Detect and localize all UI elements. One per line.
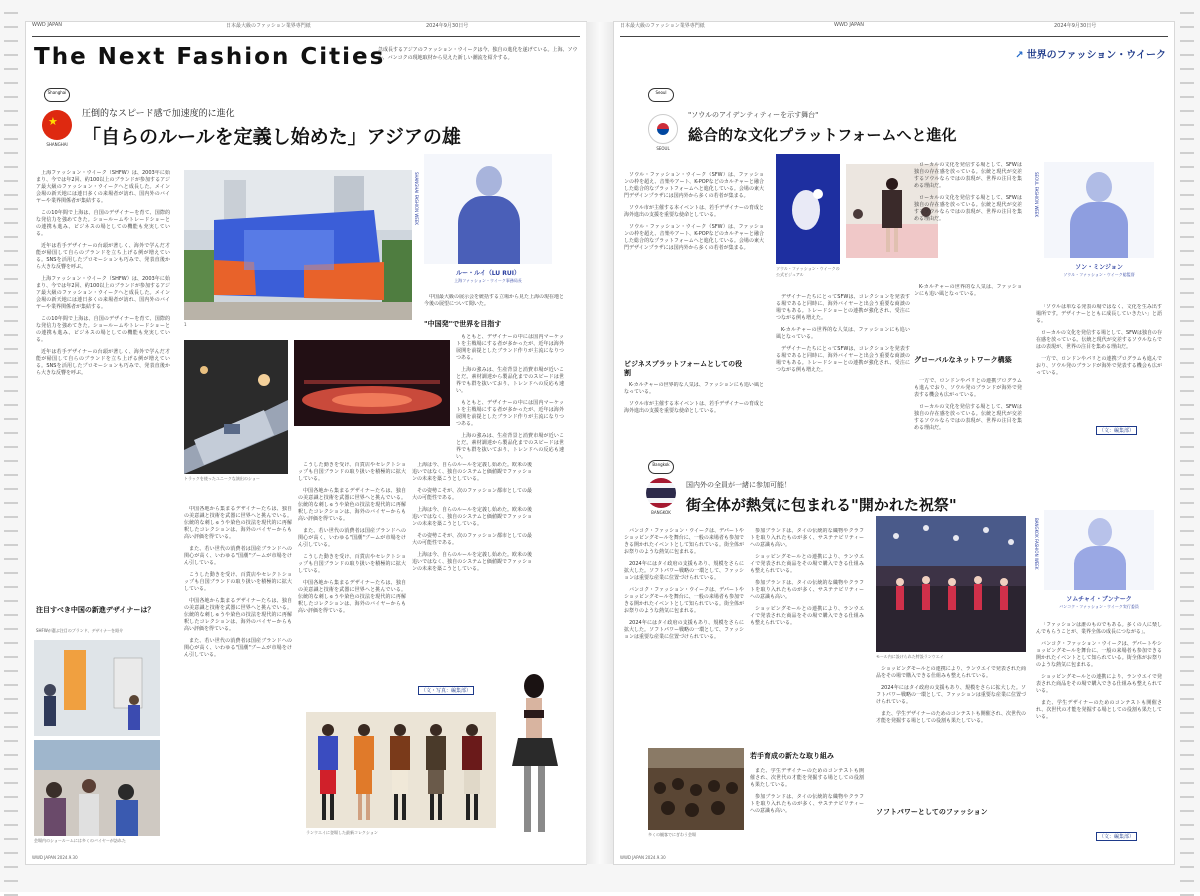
paragraph: 上海の強みは、生産背景と消費市場が近いことだ。素材調達から製品化までのスピードは世界でも群を抜いており、トレンドへの反応も速い。 — [456, 367, 564, 394]
footnote-tag: （文・写真：編集部） — [418, 686, 474, 695]
paragraph: ショッピングモールとの連携により、ランウエイで発表された商品をその場で購入できる仕組みも整えられている。 — [876, 666, 1026, 679]
flag-label: SHANGHAI — [46, 142, 68, 147]
paragraph: もともと、デザイナーの中には国内マーケットを主戦場にする者が多かったが、近年は海外展開を前提としたブランド作りが主流になりつつある。 — [456, 400, 564, 427]
paragraph: 参加ブランドは、タイの伝統的な織物やクラフトを取り入れたものが多く、サステナビリティーへの意識も高い。 — [750, 794, 864, 814]
left-edge-texture — [0, 0, 24, 892]
portrait-seoul — [1044, 162, 1154, 258]
photo-runway-red — [294, 340, 450, 426]
portrait-lu-rui — [424, 154, 552, 264]
paragraph: 一方で、ロンドンやパリとの連携プログラムも進んでおり、ソウル発のブランドが海外で発表する機会も広がっている。 — [1036, 356, 1162, 376]
paragraph: デザイナーたちにとってSFWは、コレクションを発表する場であると同時に、海外バイヤーと出会う重要な商談の場でもある。トレードショーとの連携が強化され、受注につながる例も増えた。 — [776, 346, 910, 373]
paragraph: 中国各地から集まるデザイナーたちは、独自の美意識と技術を武器に世界へと挑んでいる。伝統的な刺しゅうや染色の技法を現代的に再解釈したコレクションは、海外のバイヤーからも高い評価を得ている。 — [184, 598, 292, 632]
section-label-text: 世界のファッション・ウイーク — [1026, 50, 1166, 61]
subhead: 若手育成の新たな取り組み — [750, 752, 834, 760]
article-column-2b — [298, 462, 406, 716]
paragraph: 一方で、ロンドンやパリとの連携プログラムも進んでおり、ソウル発のブランドが海外で発表する機会も広がっている。 — [914, 378, 1022, 398]
page-header-right: 2024年9月30日号 — [426, 23, 469, 29]
article-column-2 — [750, 528, 864, 748]
subhead-2: ソフトパワーとしてのファッション — [876, 808, 988, 816]
page-header-mid: WWD JAPAN — [834, 22, 864, 28]
photo-number: 1 — [184, 322, 187, 327]
paragraph: その姿勢こそが、次のファッション都市としての最大の可能性である。 — [412, 488, 532, 501]
paragraph: K-カルチャーの世界的な人気は、ファッションにも追い風となっている。 — [624, 382, 764, 395]
paragraph: 上海ファッション・ウイーク（SHFW）は、2003年に始まり、今では年2回、約100以上のブランドが参加するアジア最大級のファッション・ウイークへと成長した。メイン会場の新天地には連日多くの来場者が訪れ、国内外のバイヤーや業界関係者が集結する。 — [36, 170, 170, 204]
paragraph: また、若い世代の消費者は国産ブランドへの関心が高く、いわゆる"国潮"ブームが市場をけん引している。 — [184, 546, 292, 566]
city-bubble: Shanghai — [44, 88, 70, 102]
photo-caption: ソウル・ファッション・ウイークの公式ビジュアル — [776, 266, 840, 277]
arrow-icon: ↗ — [1015, 50, 1024, 61]
subhead-2: グローバルなネットワーク構築 — [914, 356, 1012, 364]
paragraph: 2024年にはタイ政府の支援もあり、規模をさらに拡大した。ソフトパワー戦略の一環として、ファッションは重要な産業に位置づけられている。 — [624, 620, 744, 640]
footnote-tag: （文：編集部） — [1096, 832, 1137, 841]
paragraph: もともと、デザイナーの中には国内マーケットを主戦場にする者が多かったが、近年は海外展開を前提としたブランド作りが主流になりつつある。 — [456, 334, 564, 361]
flag-label: SEOUL — [656, 146, 670, 151]
paragraph: ショッピングモールとの連携により、ランウエイで発表された商品をその場で購入できる仕組みも整えられている。 — [1036, 674, 1162, 694]
page-header-right: 2024年9月30日号 — [1054, 23, 1097, 29]
photo-caption: ランウエイに登場した最新コレクション — [306, 830, 378, 835]
portrait-side-label: SHANGHAI FASHION WEEK — [414, 172, 419, 226]
folio-left: WWD JAPAN 2024.9.30 — [32, 855, 78, 860]
paragraph: 中国各地から集まるデザイナーたちは、独自の美意識と技術を武器に世界へと挑んでいる。伝統的な刺しゅうや染色の技法を現代的に再解釈したコレクションは、海外のバイヤーからも高い評価を得ている。 — [298, 488, 406, 522]
thailand-flag-icon — [646, 478, 676, 508]
lede-text: 急成長するアジアのファッション・ウイークは今、独自の進化を遂げている。上海、ソウル、バンコクの現地取材から見えた新しい潮流を紹介する。 — [378, 47, 578, 61]
portrait-side-label: BANGKOK FASHION WEEK — [1034, 518, 1039, 570]
page-header-left: 日本最大級のファッション業界専門紙 — [620, 23, 705, 29]
section-headline: 街全体が熱気に包まれる"開かれた祝祭" — [686, 496, 957, 514]
section-label — [1015, 46, 1166, 61]
paragraph: この10年間で上海は、自国のデザイナーを育て、国際的な発信力を強めてきた。ショールームやトレードショーとの連携も進み、ビジネスの場としての機能も充実している。 — [36, 210, 170, 237]
paragraph: ローカルの文化を発信する場として、SFWは独自の存在感を放っている。伝統と現代が交差するソウルならではの表現が、世界の注目を集める理由だ。 — [914, 162, 1022, 189]
portrait-intro — [1036, 622, 1162, 822]
article-column-3 — [456, 334, 564, 474]
paragraph: また、若い世代の消費者は国産ブランドへの関心が高く、いわゆる"国潮"ブームが市場をけん引している。 — [184, 638, 292, 658]
paragraph: 近年は若手デザイナーの台頭が著しく、海外で学んだ才能が帰国して自らのブランドを立ち上げる例が増えている。SNSを活用したプロモーションも巧みで、発表直後から大きな反響を呼ぶ。 — [36, 349, 170, 376]
article-column-3b — [914, 378, 1022, 452]
paragraph: 「ファッションは誰のものでもある。多くの人に楽しんでもらうことが、業界全体の成長につながる」。 — [1036, 622, 1162, 635]
article-column-2b — [750, 768, 864, 838]
paragraph: また、学生デザイナーのためのコンテストも開催され、次世代の才能を発掘する場としての役割も果たしている。 — [750, 768, 864, 788]
section-kicker: "ソウルのアイデンティティーを示す舞台" — [688, 111, 819, 119]
paragraph: また、若い世代の消費者は国産ブランドへの関心が高く、いわゆる"国潮"ブームが市場をけん引している。 — [298, 528, 406, 548]
paragraph: 参加ブランドは、タイの伝統的な織物やクラフトを取り入れたものが多く、サステナビリティーへの意識も高い。 — [750, 528, 864, 548]
paragraph: 中国最大級の展示会を統括する立場から見た上海の現在地と今後の展望について聞いた。 — [424, 294, 564, 307]
photo-backstage — [34, 740, 160, 836]
gutter — [586, 22, 614, 864]
paragraph: 中国各地から集まるデザイナーたちは、独自の美意識と技術を武器に世界へと挑んでいる。伝統的な刺しゅうや染色の技法を現代的に再解釈したコレクションは、海外のバイヤーからも高い評価を得ている。 — [298, 580, 406, 614]
portrait-role: バンコク・ファッション・ウイーク実行委員 — [1059, 604, 1139, 609]
paragraph: 上海の強みは、生産背景と消費市場が近いことだ。素材調達から製品化までのスピードは世界でも群を抜いており、トレンドへの反応も速い。 — [456, 433, 564, 460]
portrait-intro — [1036, 304, 1162, 424]
portrait-intro — [424, 294, 564, 316]
paragraph: また、学生デザイナーのためのコンテストも開催され、次世代の才能を発掘する場としての役割も果たしている。 — [876, 711, 1026, 724]
section-headline: 総合的な文化プラットフォームへと進化 — [688, 126, 957, 144]
paragraph: こうした動きを受け、百貨店やセレクトショップも自国ブランドの取り扱いを積極的に拡大している。 — [298, 554, 406, 574]
photo-truck-show — [184, 340, 288, 474]
header-rule — [32, 36, 580, 37]
article-column-3 — [914, 162, 1022, 282]
article-column-1b — [624, 382, 764, 452]
paragraph: K-カルチャーの世界的な人気は、ファッションにも追い風となっている。 — [914, 284, 1022, 297]
article-column-2 — [184, 506, 292, 716]
paragraph: ソウル市が主催する本イベントは、若手デザイナーの育成と海外進出の支援を重要な使命としている。 — [624, 401, 764, 414]
portrait-role: 上海ファッション・ウイーク事務局長 — [454, 278, 522, 283]
photo-model — [500, 670, 570, 840]
page-title: The Next Fashion Cities — [34, 44, 386, 70]
city-bubble: Seoul — [648, 88, 674, 102]
paragraph: こうした動きを受け、百貨店やセレクトショップも自国ブランドの取り扱いを積極的に拡大している。 — [298, 462, 406, 482]
article-column-1 — [624, 172, 764, 352]
article-column-1 — [36, 170, 170, 600]
article-column-1 — [624, 528, 744, 748]
photo-sfw-visual — [776, 154, 840, 264]
photo-bfw-crowd — [648, 748, 744, 830]
footnote-tag: （文：編集部） — [1096, 426, 1137, 435]
portrait-name: ソン・ミンジョン — [1075, 264, 1123, 271]
paragraph: 上海は今、自らのルールを定義し始めた。欧米の後追いではなく、独自のシステムと価値観でファッションの未来を築こうとしている。 — [412, 552, 532, 572]
right-page — [614, 22, 1174, 864]
paragraph: 上海は今、自らのルールを定義し始めた。欧米の後追いではなく、独自のシステムと価値観でファッションの未来を築こうとしている。 — [412, 507, 532, 527]
city-bubble: Bangkok — [648, 460, 674, 474]
article-column-2 — [776, 294, 910, 454]
photo-runway-lineup — [306, 712, 496, 828]
section-kicker: 圧倒的なスピード感で加速度的に進化 — [82, 109, 235, 119]
paragraph: デザイナーたちにとってSFWは、コレクションを発表する場であると同時に、海外バイヤーと出会う重要な商談の場でもある。トレードショーとの連携が強化され、受注につながる例も増えた。 — [776, 294, 910, 321]
paragraph: バンコク・ファッション・ウイークは、デパートやショッピングモールを舞台に、一般の来場者も参加できる開かれたイベントとして知られている。街全体がお祭りのような熱気に包まれる。 — [1036, 641, 1162, 668]
flag-label: BANGKOK — [651, 510, 671, 515]
paragraph: こうした動きを受け、百貨店やセレクトショップも自国ブランドの取り扱いを積極的に拡大している。 — [184, 572, 292, 592]
page-header-mid: 日本最大級のファッション業界専門紙 — [226, 23, 311, 29]
paragraph: 上海は今、自らのルールを定義し始めた。欧米の後追いではなく、独自のシステムと価値観でファッションの未来を築こうとしている。 — [412, 462, 532, 482]
photo-caption: トラックを使ったユニークな演出のショー — [184, 476, 260, 481]
article-column-3a — [914, 284, 1022, 344]
subhead: ビジネスプラットフォームとしての役割 — [624, 360, 743, 377]
photo-caption: モール内に設けられた特設ランウエイ — [876, 654, 944, 659]
subhead-note: SHFWが選ぶ注目のブランド、デザイナーを紹介 — [36, 628, 124, 633]
paragraph: ローカルの文化を発信する場として、SFWは独自の存在感を放っている。伝統と現代が交差するソウルならではの表現が、世界の注目を集める理由だ。 — [914, 195, 1022, 222]
photo-bfw-stage — [876, 516, 1026, 652]
paragraph: 2024年にはタイ政府の支援もあり、規模をさらに拡大した。ソフトパワー戦略の一環として、ファッションは重要な産業に位置づけられている。 — [876, 685, 1026, 705]
section-headline: 「自らのルールを定義し始めた」アジアの雄 — [82, 126, 461, 148]
photo-venue — [184, 170, 412, 320]
paragraph: ショッピングモールとの連携により、ランウエイで発表された商品をその場で購入できる仕組みも整えられている。 — [750, 606, 864, 626]
paragraph: この10年間で上海は、自国のデザイナーを育て、国際的な発信力を強めてきた。ショールームやトレードショーとの連携も進み、ビジネスの場としての機能も充実している。 — [36, 316, 170, 343]
portrait-name: ソムチャイ・ブンナーク — [1066, 596, 1132, 603]
paragraph: 近年は若手デザイナーの台頭が著しく、海外で学んだ才能が帰国して自らのブランドを立ち上げる例が増えている。SNSを活用したプロモーションも巧みで、発表直後から大きな反響を呼ぶ。 — [36, 243, 170, 270]
portrait-bangkok — [1044, 510, 1154, 590]
china-flag-icon: ★ — [42, 110, 72, 140]
photo-caption: 多くの観客でにぎわう会場 — [648, 832, 696, 837]
paragraph: 中国各地から集まるデザイナーたちは、独自の美意識と技術を武器に世界へと挑んでいる。伝統的な刺しゅうや染色の技法を現代的に再解釈したコレクションは、海外のバイヤーからも高い評価を得ている。 — [184, 506, 292, 540]
paragraph: 参加ブランドは、タイの伝統的な織物やクラフトを取り入れたものが多く、サステナビリティーへの意識も高い。 — [750, 580, 864, 600]
paragraph: 2024年にはタイ政府の支援もあり、規模をさらに拡大した。ソフトパワー戦略の一環として、ファッションは重要な産業に位置づけられている。 — [624, 561, 744, 581]
paragraph: ローカルの文化を発信する場として、SFWは独自の存在感を放っている。伝統と現代が交差するソウルならではの表現が、世界の注目を集める理由だ。 — [1036, 330, 1162, 350]
photo-showroom — [34, 640, 160, 736]
right-edge-texture — [1176, 0, 1200, 892]
paragraph: K-カルチャーの世界的な人気は、ファッションにも追い風となっている。 — [776, 327, 910, 340]
portrait-name: ルー・ルイ（LU RUI） — [456, 270, 520, 277]
photo-caption: 会場内のショールームには多くのバイヤーが訪れた — [34, 838, 126, 843]
section-kicker: 国内外の全員が一緒に参加可能！ — [686, 481, 791, 489]
header-rule — [620, 36, 1168, 37]
paragraph: その姿勢こそが、次のファッション都市としての最大の可能性である。 — [412, 533, 532, 546]
paragraph: また、学生デザイナーのためのコンテストも開催され、次世代の才能を発掘する場としての役割も果たしている。 — [1036, 700, 1162, 720]
paragraph: ソウル・ファッション・ウイーク（SFW）は、ファッションの枠を超え、音楽やアート、K-POPなどのカルチャーと融合した総合的なプラットフォームへと進化している。会場の東大門デザインプラザには国内外から多くの若者が集まる。 — [624, 172, 764, 199]
paragraph: 上海ファッション・ウイーク（SHFW）は、2003年に始まり、今では年2回、約100以上のブランドが参加するアジア最大級のファッション・ウイークへと成長した。メイン会場の新天地には連日多くの来場者が訪れ、国内外のバイヤーや業界関係者が集結する。 — [36, 276, 170, 310]
paragraph: ソウル・ファッション・ウイーク（SFW）は、ファッションの枠を超え、音楽やアート、K-POPなどのカルチャーと融合した総合的なプラットフォームへと進化している。会場の東大門デザインプラザには国内外から多くの若者が集まる。 — [624, 224, 764, 251]
paragraph: ソウル市が主催する本イベントは、若手デザイナーの育成と海外進出の支援を重要な使命としている。 — [624, 205, 764, 218]
left-page — [26, 22, 586, 864]
subhead-2: "中国発"で世界を目指す — [424, 320, 502, 328]
portrait-side-label: SEOUL FASHION WEEK — [1034, 172, 1039, 218]
paragraph: バンコク・ファッション・ウイークは、デパートやショッピングモールを舞台に、一般の来場者も参加できる開かれたイベントとして知られている。街全体がお祭りのような熱気に包まれる。 — [624, 528, 744, 555]
paragraph: ローカルの文化を発信する場として、SFWは独自の存在感を放っている。伝統と現代が交差するソウルならではの表現が、世界の注目を集める理由だ。 — [914, 404, 1022, 431]
subhead: 注目すべき中国の新進デザイナーは？ — [36, 606, 155, 614]
folio-right: WWD JAPAN 2024.9.30 — [620, 855, 666, 860]
page-header-left: WWD JAPAN — [32, 22, 62, 28]
portrait-role: ソウル・ファッション・ウイーク総監督 — [1063, 272, 1135, 277]
korea-flag-icon — [648, 114, 678, 144]
paragraph: バンコク・ファッション・ウイークは、デパートやショッピングモールを舞台に、一般の来場者も参加できる開かれたイベントとして知られている。街全体がお祭りのような熱気に包まれる。 — [624, 587, 744, 614]
paragraph: ショッピングモールとの連携により、ランウエイで発表された商品をその場で購入できる仕組みも整えられている。 — [750, 554, 864, 574]
paragraph: 「ソウルは単なる発表の場ではなく、文化を生み出す場所です。デザイナーとともに成長していきたい」と語る。 — [1036, 304, 1162, 324]
article-column-4 — [412, 462, 532, 682]
